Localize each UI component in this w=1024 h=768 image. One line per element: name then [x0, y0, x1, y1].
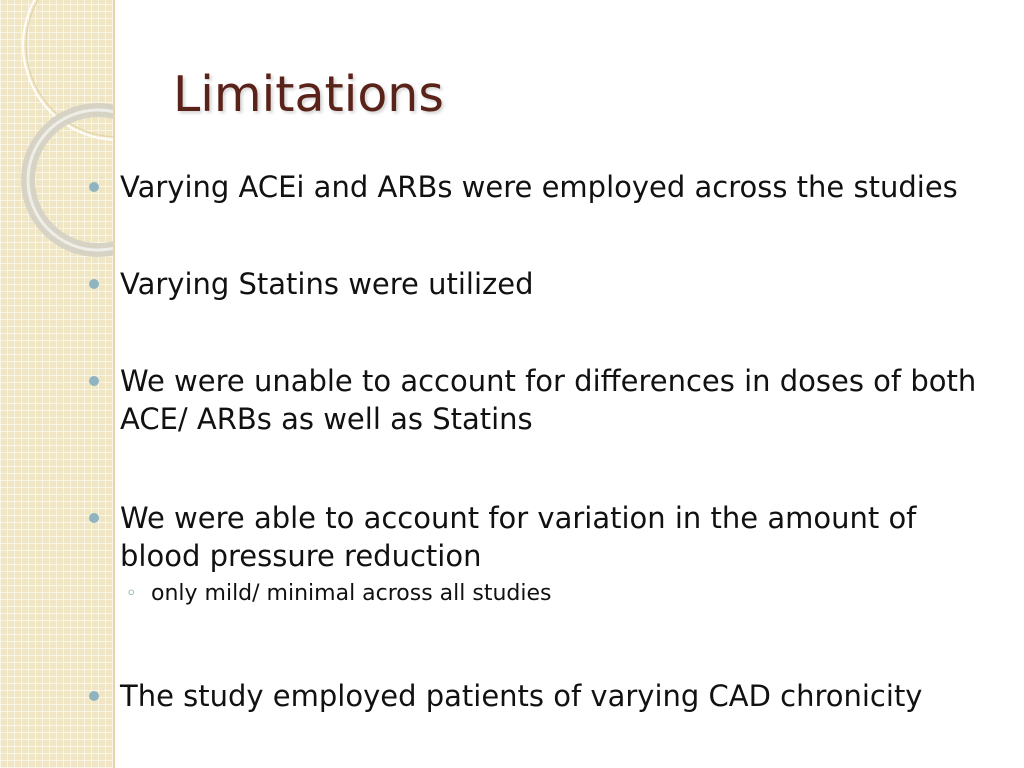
- bullet-item: [120, 168, 1000, 206]
- bullet-item: [120, 677, 1000, 715]
- sub-bullet-item: [120, 579, 1000, 609]
- slide-title: Limitations: [173, 66, 444, 123]
- bullet-text: Varying ACEi and ARBs were employed across the studies: [120, 170, 958, 204]
- bullet-dot-icon: [89, 279, 99, 289]
- bullet-text: We were unable to account for differences in doses of both ACE/ ARBs as well as Statins: [120, 364, 977, 436]
- bullet-text: Varying Statins were utilized: [120, 267, 534, 301]
- bullet-item: [120, 265, 1000, 303]
- bullet-dot-icon: [89, 376, 99, 386]
- bullet-item: [120, 499, 1000, 609]
- bullet-text: We were able to account for variation in the amount of blood pressure reduction: [120, 501, 917, 573]
- hollow-circle-icon: ◦: [126, 583, 137, 604]
- bullet-dot-icon: [89, 513, 99, 523]
- sub-bullet-text: only mild/ minimal across all studies: [151, 581, 552, 606]
- bullet-text: The study employed patients of varying CAD chronicity: [120, 679, 923, 713]
- bullet-dot-icon: [89, 182, 99, 192]
- bullet-dot-icon: [89, 691, 99, 701]
- bullet-item: [120, 362, 1000, 438]
